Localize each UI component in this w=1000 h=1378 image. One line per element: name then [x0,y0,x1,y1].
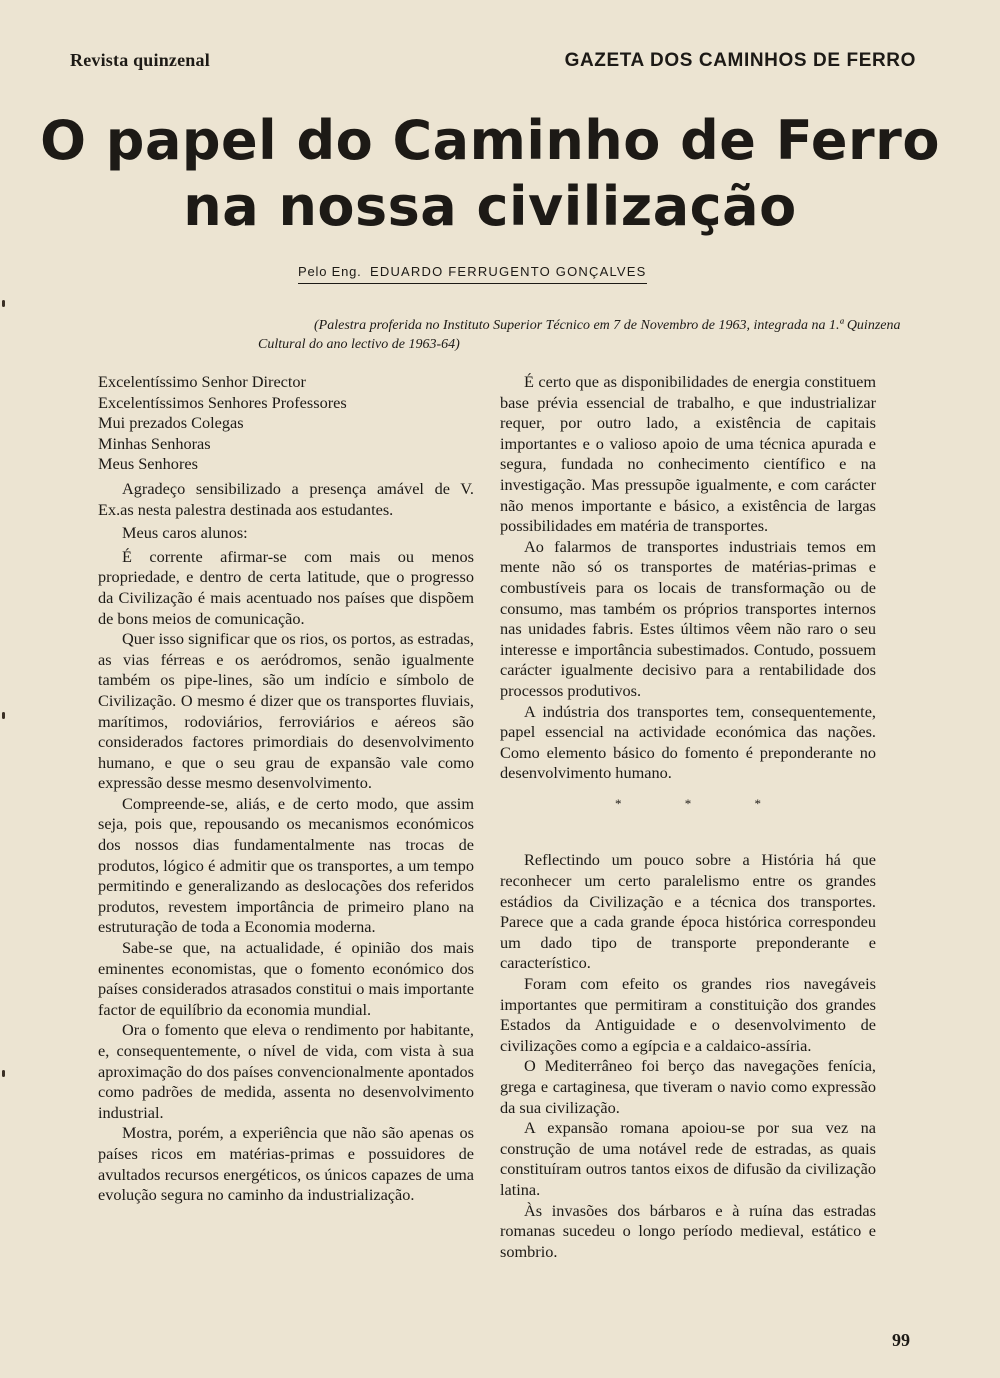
left-column [98,372,474,1206]
byline [298,264,647,284]
page-number: 99 [892,1330,910,1350]
body-paragraph: A indústria dos transportes tem, consequentemente, papel essencial na actividade económica das nações. Como elemento básico do fomento é preponderante no desenvolvimento humano. [500,701,876,783]
running-header-left: Revista quinzenal [70,50,210,70]
binding-mark [2,712,5,719]
binding-mark [2,1070,5,1077]
right-column [500,372,876,1262]
body-paragraph: Quer isso significar que os rios, os portos, as estradas, as vias férreas e os aeródromos, senão igualmente também os pipe-lines, são um indício e símbolo de Civilização. O mesmo é dizer que os transportes fluviais, marítimos, rodoviários, ferroviários e aéreos são considerados factores primordiais do desenvolvimento humano, e que o seu grau de expansão vale como expressão desse mesmo desenvolvimento. [98,629,474,793]
salutation-line: Mui prezados Colegas [98,413,244,433]
author-name: EDUARDO FERRUGENTO GONÇALVES [370,264,647,279]
section-separator: * * * [615,795,791,811]
body-paragraph: Compreende-se, aliás, e de certo modo, que assim seja, pois que, repousando os mecanismos económicos dos nossos dias fundamentalmente nas trocas de produtos, lógico é admitir que os transportes, a um tempo permitindo e generalizando as deslocações dos referidos produtos, revestem importância de primeiro plano na estruturação de toda a Economia moderna. [98,793,474,937]
running-header-right: GAZETA DOS CAMINHOS DE FERRO [564,50,916,71]
body-paragraph: Meus caros alunos: [122,523,248,543]
article-title-line-2: na nossa civilização [183,175,797,238]
body-paragraph: Mostra, porém, a experiência que não são apenas os países ricos em matérias-primas e possuidores de avultados recursos energéticos, os únicos capazes de uma evolução segura no caminho da industrialização. [98,1123,474,1205]
body-paragraph: Agradeço sensibilizado a presença amável de V. Ex.as nesta palestra destinada aos estudantes. [98,478,474,519]
body-paragraph: Foram com efeito os grandes rios navegáveis importantes que permitiram a constituição dos grandes Estados da Antiguidade e o desenvolvimento de civilizações como a egípcia e a caldaico-assíria. [500,974,876,1055]
salutations-list [98,372,474,475]
salutation-line: Meus Senhores [98,454,198,474]
body-paragraph: Sabe-se que, na actualidade, é opinião dos mais eminentes economistas, que o fomento económico dos países considerados atrasados constitui o mais importante factor de equilíbrio da economia mundial. [98,938,474,1019]
body-paragraph: O Mediterrâneo foi berço das navegações fenícia, grega e cartaginesa, que tiveram o navio como expressão da sua civilização. [500,1056,876,1117]
article-title-line-1: O papel do Caminho de Ferro [40,109,940,172]
body-paragraph: Ora o fomento que eleva o rendimento por habitante, e, consequentemente, o nível de vida, com vista à sua aproximação do dos países convencionalmente apontados como padrões de medida, assenta no desenvolvimento industrial. [98,1020,474,1122]
article-title [40,108,940,240]
body-paragraph: Reflectindo um pouco sobre a História há que reconhecer um certo paralelismo entre os grandes estádios da Civilização e a técnica dos transportes. Parece que a cada grande época histórica correspondeu um dado tipo de transporte preponderante e característico. [500,850,876,973]
lecture-note: (Palestra proferida no Instituto Superior Técnico em 7 de Novembro de 1963, integrada na 1.ª Quinzena Cultural do ano lectivo de 1963-64) [258,318,901,352]
body-paragraph: Ao falarmos de transportes industriais temos em mente não só os transportes de matérias-primas e combustíveis para os locais de transformação ou de consumo, mas também os próprios transportes internos nas unidades fabris. Estes últimos vêem não raro o seu interesse e importância subestimados. Contudo, possuem carácter igualmente decisivo para a rentabilidade dos processos produtivos. [500,536,876,700]
byline-prefix: Pelo Eng. [298,264,362,279]
binding-mark [2,300,5,307]
salutation-line: Excelentíssimos Senhores Professores [98,392,347,412]
body-paragraph: A expansão romana apoiou-se por sua vez na construção de uma notável rede de estradas, as quais constituíram outros tantos eixos de difusão da civilização latina. [500,1118,876,1199]
body-paragraph: É corrente afirmar-se com mais ou menos propriedade, e dentro de certa latitude, que o progresso da Civilização é mais acentuado nos países que dispõem de bons meios de comunicação. [98,546,474,628]
salutation-line: Excelentíssimo Senhor Director [98,372,306,391]
body-paragraph: Às invasões dos bárbaros e à ruína das estradas romanas sucedeu o longo período medieval, estático e sombrio. [500,1200,876,1261]
salutation-line: Minhas Senhoras [98,433,211,453]
body-paragraph: É certo que as disponibilidades de energia constituem base prévia essencial de trabalho, e que industrializar requer, por outro lado, a existência de capitais importantes e o valioso apoio de uma técnica apurada e segura, fundada no conhecimento científico e na investigação. Mas pressupõe igualmente, e com carácter não menos importante e básico, a existência de largas possibilidades em matéria de transportes. [500,372,876,536]
